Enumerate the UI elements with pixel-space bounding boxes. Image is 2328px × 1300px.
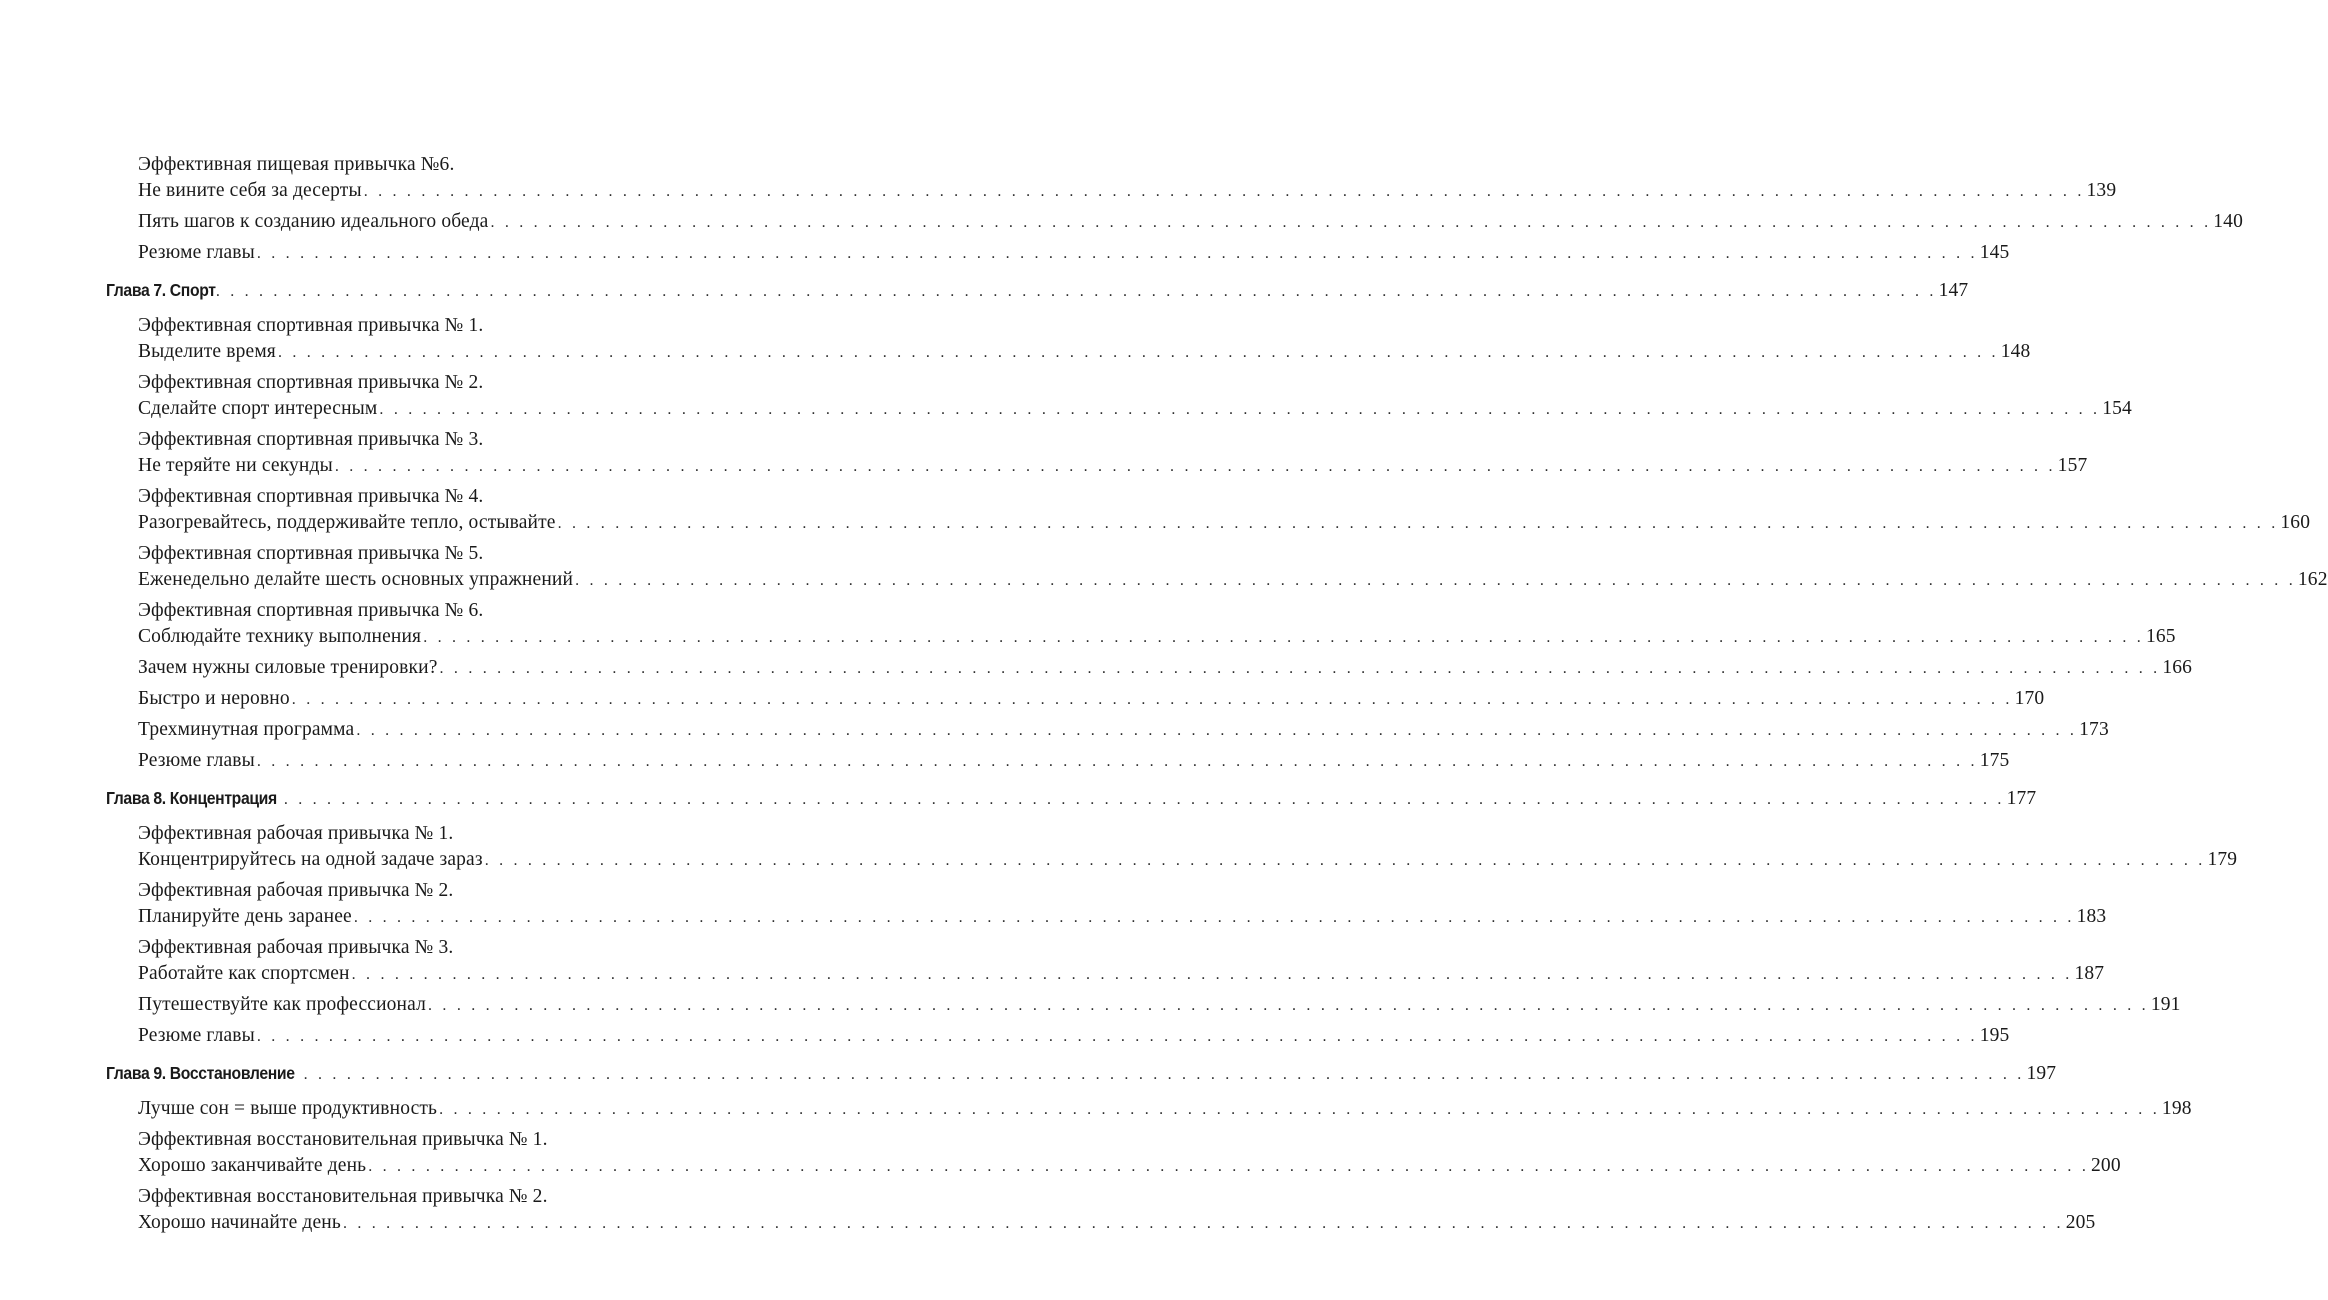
dot-leader: . . . . . . . . . . . . . . . . . . . . . . . . . . . . . . . . . . . . . . . . . . . . . . . . . . . . . . . . . . . . . . . . . . . . . . . . . . . . . . . . . . . . . . . . . . . . . . . . . . . . . . . . . . . . . . . . . . . . . . . .	[353, 909, 2075, 926]
toc-chapter-title: Глава 8. Концентрация	[106, 788, 277, 808]
toc-entry-prefix: Эффективная спортивная привычка № 1.	[138, 315, 484, 336]
toc-page-number: 177	[2006, 788, 2037, 809]
toc-entry-line	[138, 655, 2193, 682]
toc-entry-title: Еженедельно делайте шесть основных упражнений	[138, 569, 574, 590]
toc-chapter-entry	[106, 785, 2037, 813]
toc-entry	[106, 686, 2045, 713]
dot-leader: . . . . . . . . . . . . . . . . . . . . . . . . . . . . . . . . . . . . . . . . . . . . . . . . . . . . . . . . . . . . . . . . . . . . . . . . . . . . . . . . . . . . . . . . . . . . . . . . . . . . . . . . . . . . . . . . . . . . . . . .	[490, 214, 2212, 231]
toc-entry-line	[138, 961, 2105, 988]
toc-entry-title: Хорошо заканчивайте день	[138, 1155, 367, 1176]
toc-page-number: 200	[2091, 1155, 2121, 1176]
toc-entry-title: Работайте как спортсмен	[138, 963, 350, 984]
toc-page-number: 197	[2026, 1063, 2057, 1084]
toc-entry-line	[138, 240, 2010, 267]
toc-entry-prefix: Эффективная рабочая привычка № 3.	[138, 937, 454, 958]
dot-leader: . . . . . . . . . . . . . . . . . . . . . . . . . . . . . . . . . . . . . . . . . . . . . . . . . . . . . . . . . . . . . . . . . . . . . . . . . . . . . . . . . . . . . . . . . . . . . . . . . . . . . . . . . . . . . . . . . . . . . . . .	[256, 245, 1978, 262]
toc-page-number: 140	[2213, 211, 2243, 232]
toc-entry-line	[138, 992, 2181, 1019]
toc-page-number: 166	[2162, 657, 2193, 678]
toc-page-number: 165	[2146, 626, 2176, 647]
dot-leader: . . . . . . . . . . . . . . . . . . . . . . . . . . . . . . . . . . . . . . . . . . . . . . . . . . . . . . . . . . . . . . . . . . . . . . . . . . . . . . . . . . . . . . . . . . . . . . . . . . . . . . . . . . . . . . . . . . . . . . . .	[215, 283, 1937, 300]
toc-entry-title: Хорошо начинайте день	[138, 1212, 341, 1233]
toc-entry-line	[138, 510, 2311, 537]
toc-page-number: 198	[2161, 1098, 2192, 1119]
toc-entry	[106, 313, 2031, 366]
toc-entry	[106, 598, 2176, 651]
toc-entry-line	[138, 686, 2045, 713]
toc-page-number: 179	[2207, 849, 2238, 870]
toc-entry	[106, 748, 2010, 775]
toc-page-number: 139	[2086, 180, 2117, 201]
toc-page-number: 145	[1979, 242, 2010, 263]
toc-chapter-entry	[106, 277, 1969, 305]
toc-page-number: 187	[2074, 963, 2105, 984]
toc-entry-line	[138, 624, 2176, 651]
dot-leader: . . . . . . . . . . . . . . . . . . . . . . . . . . . . . . . . . . . . . . . . . . . . . . . . . . . . . . . . . . . . . . . . . . . . . . . . . . . . . . . . . . . . . . . . . . . . . . . . . . . . . . . . . . . . . . . . . . . . . . . .	[303, 1066, 2025, 1083]
toc-entry	[106, 717, 2109, 744]
toc-entry	[106, 1023, 2010, 1050]
toc-entry-line	[138, 1153, 2121, 1180]
dot-leader: . . . . . . . . . . . . . . . . . . . . . . . . . . . . . . . . . . . . . . . . . . . . . . . . . . . . . . . . . . . . . . . . . . . . . . . . . . . . . . . . . . . . . . . . . . . . . . . . . . . . . . . . . . . . . . . . . . . . . . . .	[291, 691, 2013, 708]
toc-entry-title: Резюме главы	[138, 1025, 255, 1046]
toc-entry-line	[106, 785, 2037, 813]
toc-page-number: 160	[2280, 512, 2311, 533]
toc-entry-title: Зачем нужны силовые тренировки?	[138, 657, 438, 678]
dot-leader: . . . . . . . . . . . . . . . . . . . . . . . . . . . . . . . . . . . . . . . . . . . . . . . . . . . . . . . . . . . . . . . . . . . . . . . . . . . . . . . . . . . . . . . . . . . . . . . . . . . . . . . . . . . . . . . . . . . . . . . .	[439, 660, 2161, 677]
dot-leader: . . . . . . . . . . . . . . . . . . . . . . . . . . . . . . . . . . . . . . . . . . . . . . . . . . . . . . . . . . . . . . . . . . . . . . . . . . . . . . . . . . . . . . . . . . . . . . . . . . . . . . . . . . . . . . . . . . . . . . . .	[439, 1101, 2160, 1118]
dot-leader: . . . . . . . . . . . . . . . . . . . . . . . . . . . . . . . . . . . . . . . . . . . . . . . . . . . . . . . . . . . . . . . . . . . . . . . . . . . . . . . . . . . . . . . . . . . . . . . . . . . . . . . . . . . . . . . . . . . . . . . .	[334, 458, 2056, 475]
toc-entry-prefix: Эффективная спортивная привычка № 6.	[138, 600, 484, 621]
toc-entry-title: Пять шагов к созданию идеального обеда	[138, 211, 489, 232]
dot-leader: . . . . . . . . . . . . . . . . . . . . . . . . . . . . . . . . . . . . . . . . . . . . . . . . . . . . . . . . . . . . . . . . . . . . . . . . . . . . . . . . . . . . . . . . . . . . . . . . . . . . . . . . . . . . . . . . . . . . . . . .	[342, 1215, 2064, 1232]
toc-entry-line	[138, 1210, 2096, 1237]
toc-entry-line	[138, 717, 2109, 744]
toc-entry-title: Разогревайтесь, поддерживайте тепло, остывайте	[138, 512, 556, 533]
toc-chapter-title: Глава 7. Спорт	[106, 280, 216, 300]
toc-page-number: 195	[1979, 1025, 2010, 1046]
dot-leader: . . . . . . . . . . . . . . . . . . . . . . . . . . . . . . . . . . . . . . . . . . . . . . . . . . . . . . . . . . . . . . . . . . . . . . . . . . . . . . . . . . . . . . . . . . . . . . . . . . . . . . . . . . . . . . . . . . . . . . . .	[351, 966, 2073, 983]
toc-entry	[106, 655, 2193, 682]
toc-page-number: 205	[2065, 1212, 2096, 1233]
toc-entry	[106, 992, 2181, 1019]
dot-leader: . . . . . . . . . . . . . . . . . . . . . . . . . . . . . . . . . . . . . . . . . . . . . . . . . . . . . . . . . . . . . . . . . . . . . . . . . . . . . . . . . . . . . . . . . . . . . . . . . . . . . . . . . . . . . . . . . . . . . . . .	[575, 572, 2296, 589]
toc-entry-line	[138, 904, 2107, 931]
toc-entry-title: Планируйте день заранее	[138, 906, 352, 927]
toc-page-number: 191	[2150, 994, 2181, 1015]
toc-entry-line	[138, 847, 2238, 874]
toc-entry-line	[138, 396, 2132, 423]
toc-entry-prefix: Эффективная рабочая привычка № 1.	[138, 823, 454, 844]
toc-page-number: 157	[2057, 455, 2088, 476]
toc-entry-title: Быстро и неровно	[138, 688, 290, 709]
toc-page-number: 154	[2102, 398, 2132, 419]
toc-entry-title: Резюме главы	[138, 242, 255, 263]
dot-leader: . . . . . . . . . . . . . . . . . . . . . . . . . . . . . . . . . . . . . . . . . . . . . . . . . . . . . . . . . . . . . . . . . . . . . . . . . . . . . . . . . . . . . . . . . . . . . . . . . . . . . . . . . . . . . . . . . . . . . . . .	[283, 791, 2005, 808]
toc-entry-prefix: Эффективная спортивная привычка № 2.	[138, 372, 484, 393]
toc-entry	[106, 484, 2311, 537]
dot-leader: . . . . . . . . . . . . . . . . . . . . . . . . . . . . . . . . . . . . . . . . . . . . . . . . . . . . . . . . . . . . . . . . . . . . . . . . . . . . . . . . . . . . . . . . . . . . . . . . . . . . . . . . . . . . . . . . . . . . . . . .	[277, 344, 1999, 361]
toc-entry-line	[138, 748, 2010, 775]
toc-entry-title: Не вините себя за десерты	[138, 180, 362, 201]
toc-entry	[106, 370, 2132, 423]
toc-chapter-title: Глава 9. Восстановление	[106, 1063, 295, 1083]
dot-leader: . . . . . . . . . . . . . . . . . . . . . . . . . . . . . . . . . . . . . . . . . . . . . . . . . . . . . . . . . . . . . . . . . . . . . . . . . . . . . . . . . . . . . . . . . . . . . . . . . . . . . . . . . . . . . . . . . . . . . . . .	[557, 515, 2279, 532]
toc-page-number: 170	[2014, 688, 2045, 709]
toc-entry-prefix: Эффективная спортивная привычка № 5.	[138, 543, 484, 564]
toc-entry-line	[138, 1023, 2010, 1050]
toc-entry-title: Лучше сон = выше продуктивность	[138, 1098, 438, 1119]
table-of-contents	[106, 152, 2328, 1241]
dot-leader: . . . . . . . . . . . . . . . . . . . . . . . . . . . . . . . . . . . . . . . . . . . . . . . . . . . . . . . . . . . . . . . . . . . . . . . . . . . . . . . . . . . . . . . . . . . . . . . . . . . . . . . . . . . . . . . . . . . . . . . .	[484, 852, 2206, 869]
dot-leader: . . . . . . . . . . . . . . . . . . . . . . . . . . . . . . . . . . . . . . . . . . . . . . . . . . . . . . . . . . . . . . . . . . . . . . . . . . . . . . . . . . . . . . . . . . . . . . . . . . . . . . . . . . . . . . . . . . . . . . . .	[256, 753, 1978, 770]
toc-page-number: 183	[2076, 906, 2107, 927]
toc-entry	[106, 878, 2107, 931]
toc-entry	[106, 152, 2117, 205]
dot-leader: . . . . . . . . . . . . . . . . . . . . . . . . . . . . . . . . . . . . . . . . . . . . . . . . . . . . . . . . . . . . . . . . . . . . . . . . . . . . . . . . . . . . . . . . . . . . . . . . . . . . . . . . . . . . . . . . . . . . . . . .	[356, 722, 2078, 739]
toc-entry-title: Резюме главы	[138, 750, 255, 771]
toc-entry-title: Сделайте спорт интересным	[138, 398, 378, 419]
dot-leader: . . . . . . . . . . . . . . . . . . . . . . . . . . . . . . . . . . . . . . . . . . . . . . . . . . . . . . . . . . . . . . . . . . . . . . . . . . . . . . . . . . . . . . . . . . . . . . . . . . . . . . . . . . . . . . . . . . . . . . . .	[428, 997, 2149, 1014]
toc-entry-title: Не теряйте ни секунды	[138, 455, 333, 476]
dot-leader: . . . . . . . . . . . . . . . . . . . . . . . . . . . . . . . . . . . . . . . . . . . . . . . . . . . . . . . . . . . . . . . . . . . . . . . . . . . . . . . . . . . . . . . . . . . . . . . . . . . . . . . . . . . . . . . . . . . . . . . .	[363, 183, 2085, 200]
toc-entry-title: Соблюдайте технику выполнения	[138, 626, 422, 647]
toc-page-number: 175	[1979, 750, 2010, 771]
toc-entry-line	[138, 1096, 2192, 1123]
toc-entry-line	[106, 277, 1969, 305]
toc-entry-line	[138, 339, 2031, 366]
toc-entry	[106, 240, 2010, 267]
toc-entry-prefix: Эффективная рабочая привычка № 2.	[138, 880, 454, 901]
dot-leader: . . . . . . . . . . . . . . . . . . . . . . . . . . . . . . . . . . . . . . . . . . . . . . . . . . . . . . . . . . . . . . . . . . . . . . . . . . . . . . . . . . . . . . . . . . . . . . . . . . . . . . . . . . . . . . . . . . . . . . . .	[368, 1158, 2090, 1175]
toc-entry-prefix: Эффективная восстановительная привычка № 1.	[138, 1129, 548, 1150]
toc-entry-line	[138, 209, 2243, 236]
toc-entry-prefix: Эффективная спортивная привычка № 4.	[138, 486, 484, 507]
toc-entry-title: Трехминутная программа	[138, 719, 355, 740]
toc-entry	[106, 427, 2088, 480]
toc-entry	[106, 1096, 2192, 1123]
toc-entry-title: Концентрируйтесь на одной задаче зараз	[138, 849, 483, 870]
toc-entry-prefix: Эффективная спортивная привычка № 3.	[138, 429, 484, 450]
dot-leader: . . . . . . . . . . . . . . . . . . . . . . . . . . . . . . . . . . . . . . . . . . . . . . . . . . . . . . . . . . . . . . . . . . . . . . . . . . . . . . . . . . . . . . . . . . . . . . . . . . . . . . . . . . . . . . . . . . . . . . . .	[379, 401, 2101, 418]
toc-entry-title: Путешествуйте как профессионал	[138, 994, 427, 1015]
toc-entry	[106, 935, 2105, 988]
toc-entry-title: Выделите время	[138, 341, 276, 362]
toc-entry	[106, 1127, 2121, 1180]
dot-leader: . . . . . . . . . . . . . . . . . . . . . . . . . . . . . . . . . . . . . . . . . . . . . . . . . . . . . . . . . . . . . . . . . . . . . . . . . . . . . . . . . . . . . . . . . . . . . . . . . . . . . . . . . . . . . . . . . . . . . . . .	[423, 629, 2144, 646]
toc-entry	[106, 541, 2328, 594]
toc-page-number: 173	[2079, 719, 2109, 740]
toc-entry-line	[138, 453, 2088, 480]
toc-chapter-entry	[106, 1060, 2057, 1088]
toc-page-number: 162	[2297, 569, 2328, 590]
toc-entry	[106, 209, 2243, 236]
toc-page-number: 147	[1938, 280, 1969, 301]
toc-entry	[106, 821, 2238, 874]
toc-entry-line	[138, 178, 2117, 205]
toc-entry	[106, 1184, 2096, 1237]
toc-entry-line	[138, 567, 2328, 594]
toc-entry-prefix: Эффективная пищевая привычка №6.	[138, 154, 455, 175]
toc-entry-prefix: Эффективная восстановительная привычка № 2.	[138, 1186, 548, 1207]
dot-leader: . . . . . . . . . . . . . . . . . . . . . . . . . . . . . . . . . . . . . . . . . . . . . . . . . . . . . . . . . . . . . . . . . . . . . . . . . . . . . . . . . . . . . . . . . . . . . . . . . . . . . . . . . . . . . . . . . . . . . . . .	[256, 1028, 1978, 1045]
toc-entry-line	[106, 1060, 2057, 1088]
toc-page-number: 148	[2000, 341, 2031, 362]
